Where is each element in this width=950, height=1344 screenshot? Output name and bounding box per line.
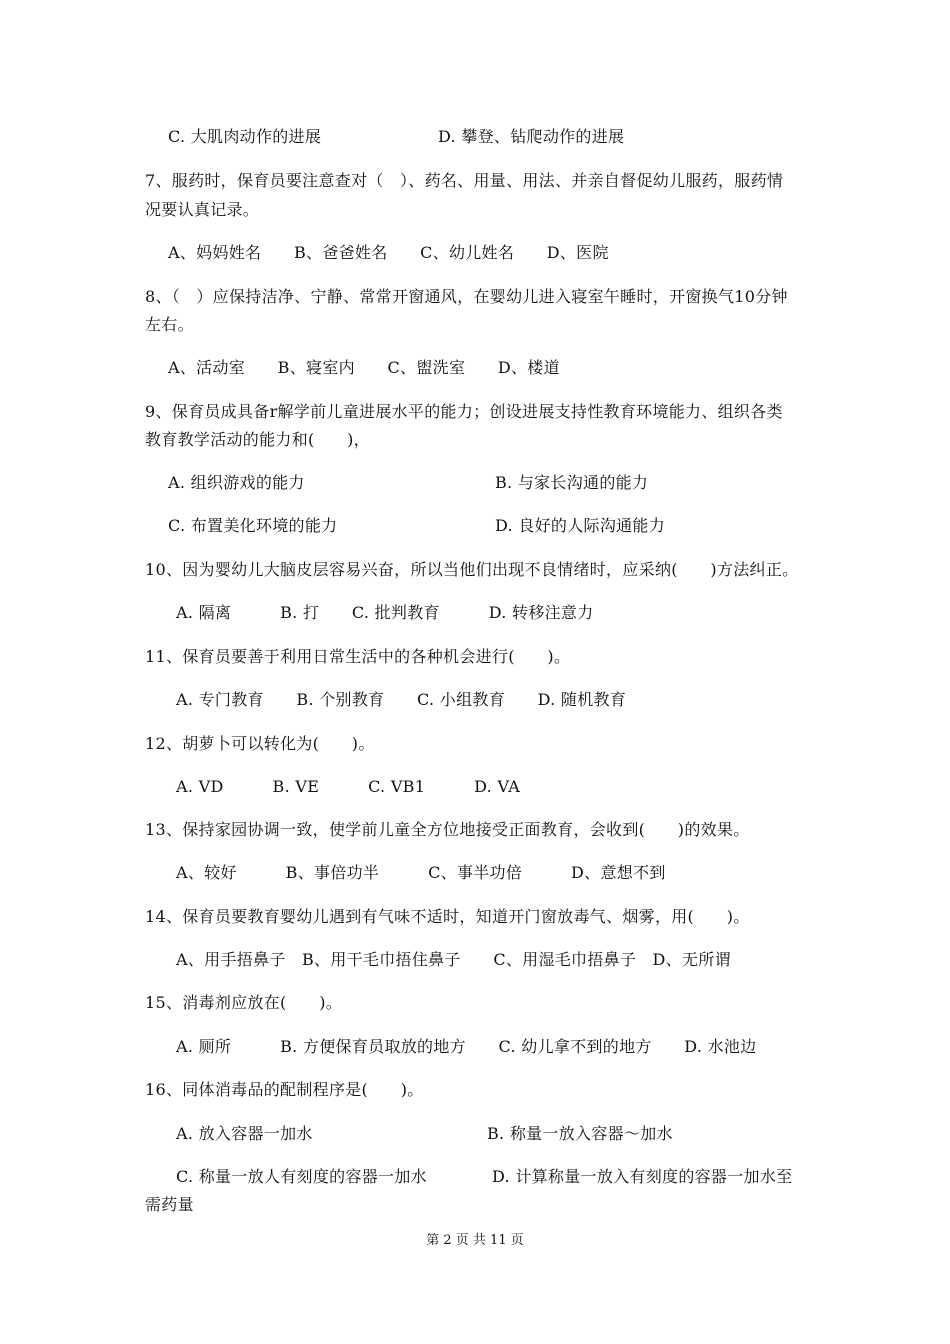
question-13: 13、保持家园协调一致，使学前儿童全方位地接受正面教育，会收到( )的效果。 [145, 820, 750, 839]
option-a-q9: A. 组织游戏的能力 [168, 473, 305, 492]
question-7-line-1: 7、服药时，保育员要注意查对（ ）、药名、用量、用法、并亲自督促幼儿服药，服药情 [145, 171, 784, 190]
question-8-line-1: 8、（ ）应保持洁净、宁静、常常开窗通风，在婴幼儿进入寝室午睡时，开窗换气10分钟 [145, 287, 788, 306]
option-c-q6: C. 大肌肉动作的进展 [168, 127, 322, 146]
question-15: 15、消毒剂应放在( )。 [145, 993, 343, 1012]
question-12-options: A. VD B. VE C. VB1 D. VA [176, 777, 521, 796]
question-14: 14、保育员要教育婴幼儿遇到有气味不适时，知道开门窗放毒气、烟雾，用( )。 [145, 907, 750, 926]
option-c-q16: C. 称量一放人有刻度的容器一加水 [176, 1167, 427, 1186]
option-d-q16-continued: 需药量 [145, 1195, 194, 1214]
question-7-line-2: 况要认真记录。 [145, 200, 260, 219]
question-9-line-1: 9、保育员成具备r解学前儿童进展水平的能力；创设进展支持性教育环境能力、组织各类 [145, 402, 783, 421]
question-13-options: A、较好 B、事倍功半 C、事半功倍 D、意想不到 [176, 863, 666, 882]
question-11-options: A. 专门教育 B. 个别教育 C. 小组教育 D. 随机教育 [176, 690, 627, 709]
option-b-q16: B. 称量一放入容器～加水 [487, 1124, 673, 1143]
question-8-options: A、活动室 B、寝室内 C、盥洗室 D、楼道 [168, 358, 560, 377]
option-d-q9: D. 良好的人际沟通能力 [495, 516, 666, 535]
question-15-options: A. 厕所 B. 方便保育员取放的地方 C. 幼儿拿不到的地方 D. 水池边 [176, 1037, 757, 1056]
question-9-line-2: 教育教学活动的能力和( )， [145, 430, 370, 449]
option-d-q6: D. 攀登、钻爬动作的进展 [438, 127, 625, 146]
question-12: 12、胡萝卜可以转化为( )。 [145, 734, 375, 753]
option-b-q9: B. 与家长沟通的能力 [495, 473, 649, 492]
question-11: 11、保育员要善于利用日常生活中的各种机会进行( )。 [145, 647, 571, 666]
question-8-line-2: 左右。 [145, 315, 194, 334]
page-footer: 第 2 页 共 11 页 [426, 1233, 524, 1248]
question-16: 16、同体消毒品的配制程序是( )。 [145, 1080, 424, 1099]
option-a-q16: A. 放入容器一加水 [176, 1124, 313, 1143]
option-d-q16: D. 计算称量一放入有刻度的容器一加水至 [492, 1167, 793, 1186]
question-14-options: A、用手捂鼻子 B、用干毛巾捂住鼻子 C、用湿毛巾捂鼻子 D、无所谓 [176, 950, 731, 969]
question-7-options: A、妈妈姓名 B、爸爸姓名 C、幼儿姓名 D、医院 [168, 243, 609, 262]
question-10: 10、因为婴幼儿大脑皮层容易兴奋，所以当他们出现不良情绪时，应采纳( )方法纠正。 [145, 560, 799, 579]
option-c-q9: C. 布置美化环境的能力 [168, 516, 338, 535]
question-10-options: A. 隔离 B. 打 C. 批判教育 D. 转移注意力 [176, 603, 594, 622]
